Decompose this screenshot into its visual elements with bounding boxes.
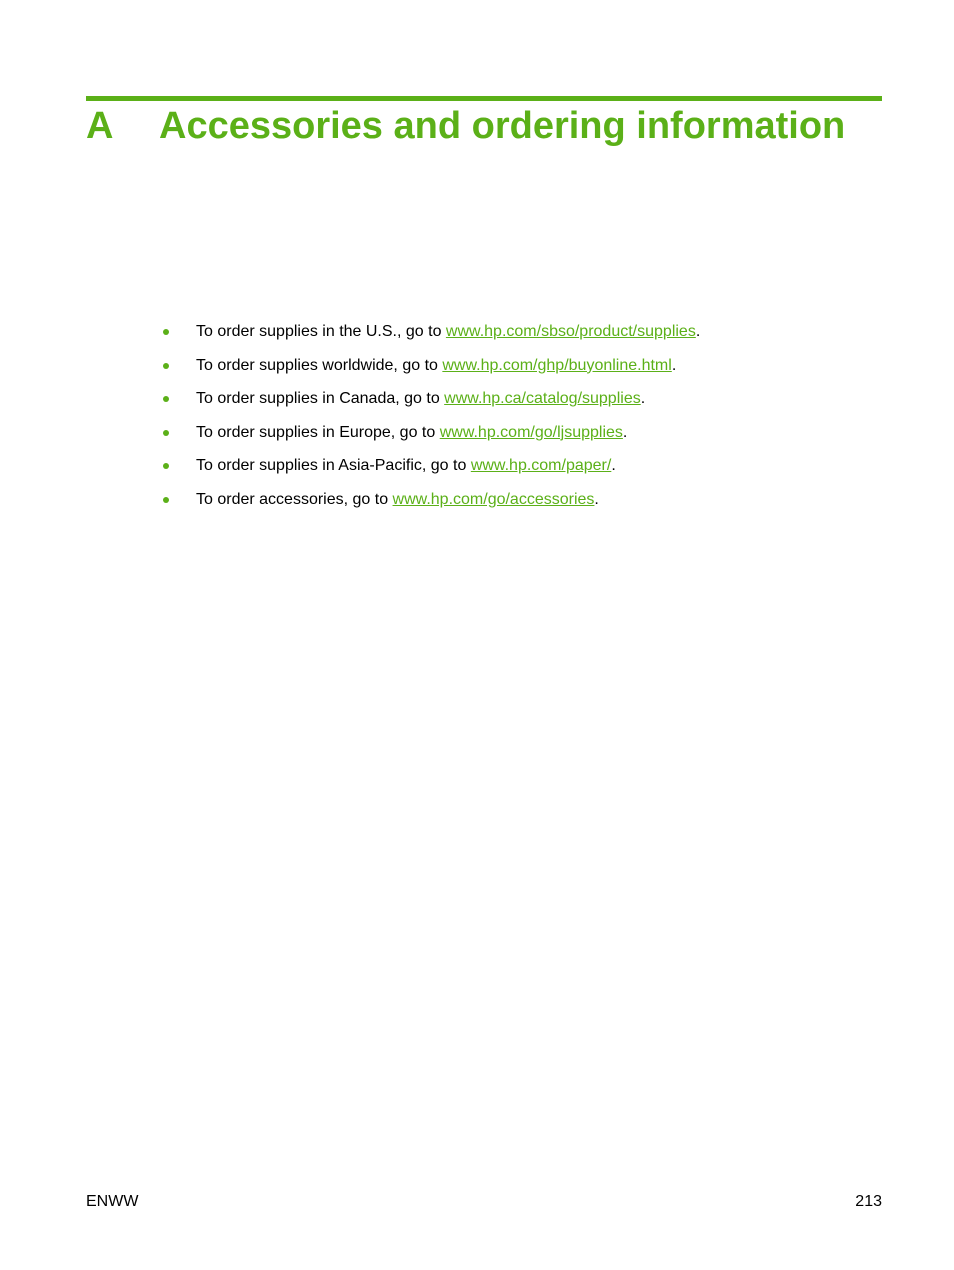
list-item-suffix: . <box>622 423 628 441</box>
supplies-asia-pacific-link[interactable]: www.hp.com/paper/ <box>470 457 612 475</box>
bullet-icon <box>163 396 169 402</box>
footer-label: ENWW <box>86 1193 139 1210</box>
list-item <box>160 420 700 454</box>
list-item-suffix: . <box>594 490 599 508</box>
page-number: 213 <box>855 1193 882 1210</box>
bullet-icon <box>163 329 169 335</box>
list-item-suffix: . <box>640 390 646 408</box>
bullet-icon <box>163 430 169 436</box>
supplies-canada-link[interactable]: www.hp.ca/catalog/supplies <box>444 390 641 408</box>
list-item-text: To order supplies in Canada, go to <box>196 390 445 408</box>
bullet-icon <box>163 363 169 369</box>
list-item-suffix: . <box>611 457 616 475</box>
list-item-suffix: . <box>695 323 701 340</box>
supplies-europe-link[interactable]: www.hp.com/go/ljsupplies <box>439 423 623 441</box>
list-item-text: To order supplies in Asia-Pacific, go to <box>196 457 471 475</box>
chapter-heading <box>86 101 882 151</box>
list-item <box>160 353 700 387</box>
list-item <box>160 487 700 521</box>
bullet-icon <box>163 497 169 503</box>
supplies-worldwide-link[interactable]: www.hp.com/ghp/buyonline.html <box>442 356 672 374</box>
list-item <box>160 319 700 353</box>
list-item-text: To order accessories, go to <box>196 490 393 508</box>
chapter-title: Accessories and ordering information <box>159 105 846 147</box>
list-item <box>160 386 700 420</box>
list-item-suffix: . <box>671 356 677 374</box>
list-item-text: To order supplies in Europe, go to <box>196 423 440 441</box>
accessories-link[interactable]: www.hp.com/go/accessories <box>392 490 595 508</box>
bullet-icon <box>163 463 169 469</box>
list-item-text: To order supplies worldwide, go to <box>196 356 443 374</box>
ordering-links-list <box>160 319 700 521</box>
list-item-text: To order supplies in the U.S., go to <box>196 323 446 340</box>
supplies-us-link[interactable]: www.hp.com/sbso/product/supplies <box>445 323 696 340</box>
list-item <box>160 453 700 487</box>
chapter-letter: A <box>86 105 114 147</box>
